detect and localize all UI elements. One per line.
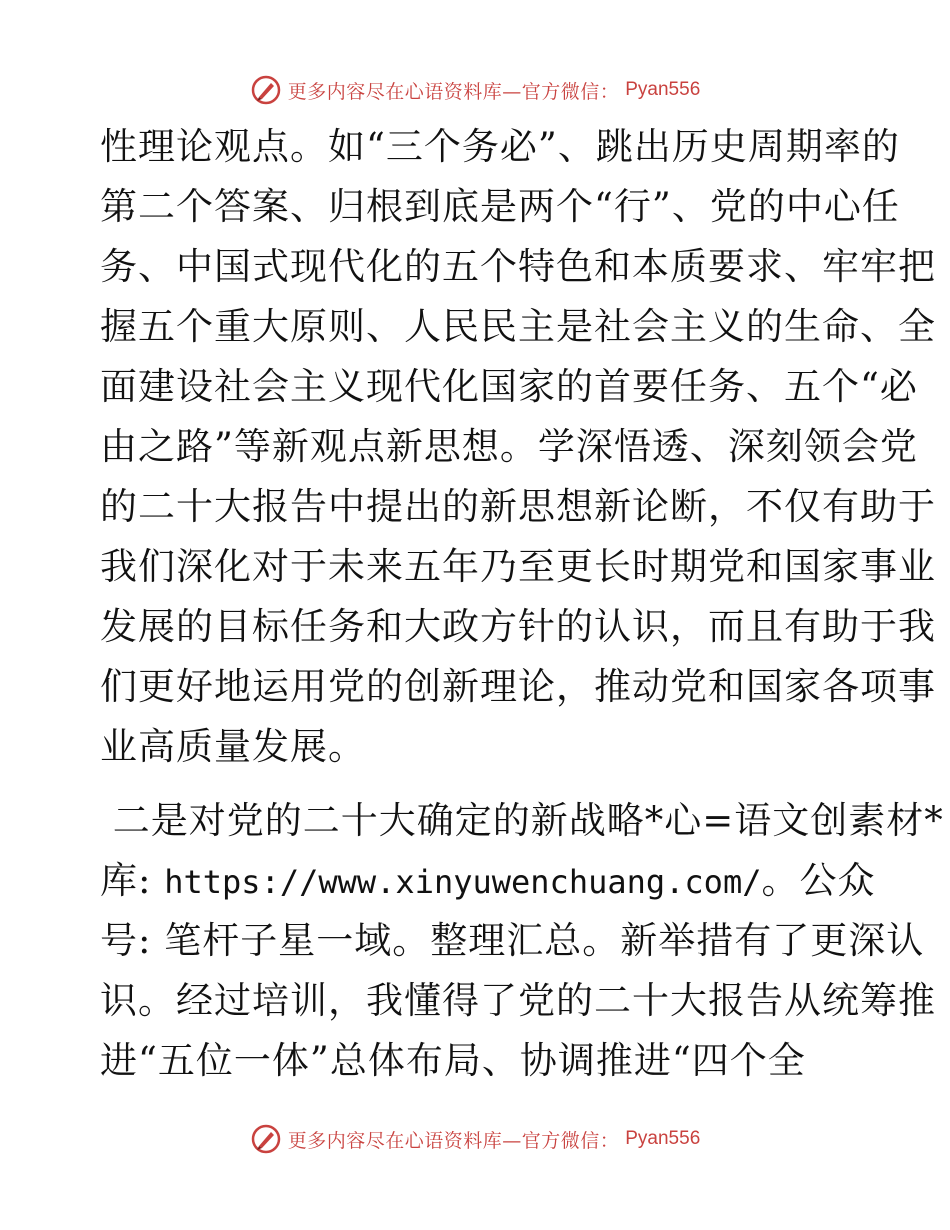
website-url: https://www.xinyuwenchuang.com/	[164, 863, 762, 901]
text-prefix: 库:	[100, 859, 165, 902]
text-line: 由之路”等新观点新思想。学深悟透、深刻领会党	[100, 425, 918, 468]
text-line: 我们深化对于未来五年乃至更长时期党和国家事业	[100, 545, 936, 588]
text-line: 识。经过培训，我懂得了党的二十大报告从统筹推	[100, 979, 936, 1022]
text-line: 面建设社会主义现代化国家的首要任务、五个“必	[100, 365, 918, 408]
text-line: 们更好地运用党的创新理论，推动党和国家各项事	[100, 665, 936, 708]
header-text: 更多内容尽在心语资料库—官方微信：	[287, 80, 620, 103]
footer-wechat-id: Pyan556	[625, 1128, 701, 1149]
text-line: 第二个答案、归根到底是两个“行”、党的中心任	[100, 185, 900, 228]
text-suffix: 。公众	[761, 859, 876, 902]
text-line: 务、中国式现代化的五个特色和本质要求、牢牢把	[100, 245, 936, 288]
footer-banner	[0, 1121, 950, 1157]
text-line: 业高质量发展。	[100, 725, 366, 768]
text-line: 进“五位一体”总体布局、协调推进“四个全	[100, 1039, 806, 1082]
text-line: 的二十大报告中提出的新思想新论断，不仅有助于	[100, 485, 936, 528]
text-line: 发展的目标任务和大政方针的认识，而且有助于我	[100, 605, 936, 648]
text-line: 号: 笔杆子星一域。整理汇总。新举措有了更深认	[100, 919, 925, 962]
footer-text: 更多内容尽在心语资料库—官方微信：	[287, 1129, 620, 1152]
text-line: 握五个重大原则、人民民主是社会主义的生命、全	[100, 305, 936, 348]
text-line-url	[100, 859, 876, 904]
pen-quill-logo-icon	[250, 1123, 282, 1155]
text-line: 性理论观点。如“三个务必”、跳出历史周期率的	[100, 125, 900, 168]
header-wechat-id: Pyan556	[625, 79, 701, 100]
text-line: 二是对党的二十大确定的新战略*心=语文创素材*	[100, 799, 944, 842]
